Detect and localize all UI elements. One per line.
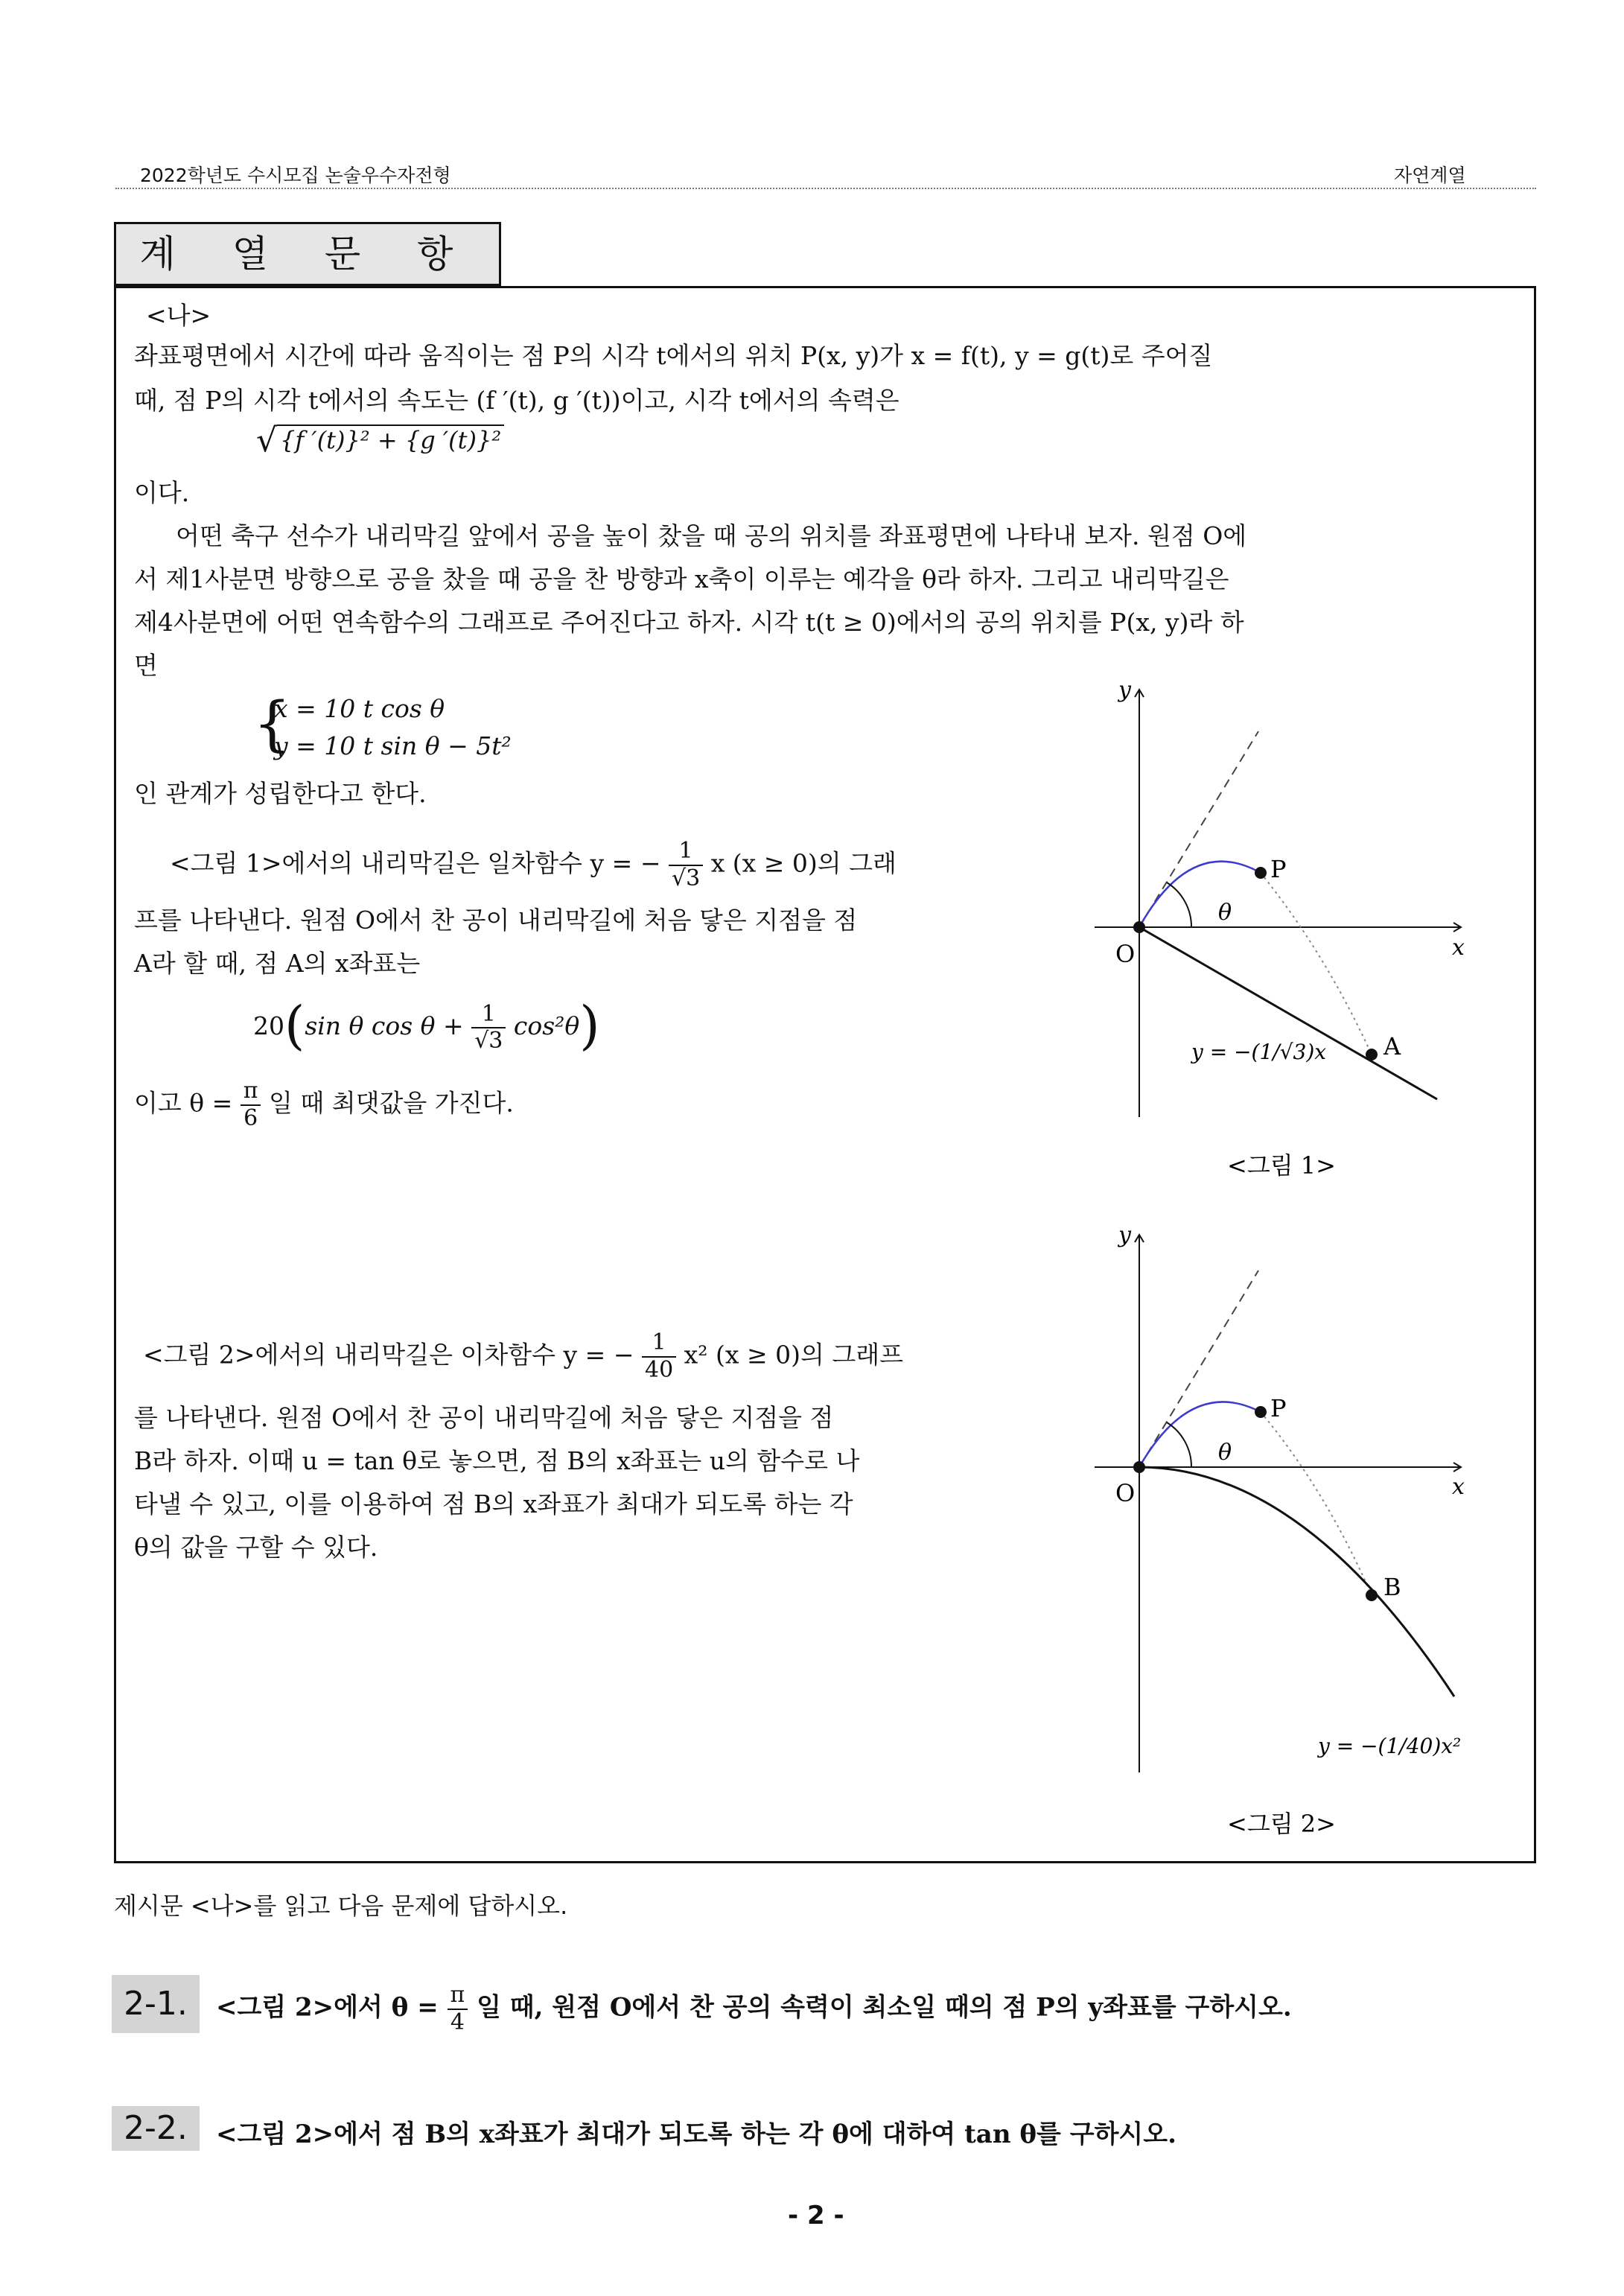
fig1-angle-label: θ	[1218, 900, 1232, 926]
fig1-formula-coef: 20	[253, 1011, 284, 1040]
page-number: - 2 -	[788, 2201, 844, 2230]
fig2-origin-label: O	[1115, 1479, 1136, 1507]
fig1-formula-den: √3	[474, 1028, 503, 1054]
passage-p2-line3: 제4사분면에 어떤 연속함수의 그래프로 주어진다고 하자. 시각 t(t ≥ 0)에서의 공의 위치를 P(x, y)라 하	[134, 608, 1244, 637]
fig1-text-line1-a: <그림 1>에서의 내리막길은 일차함수 y = −	[170, 848, 661, 878]
fig1-formula-b: cos²θ	[513, 1011, 580, 1040]
fig1-x-label: x	[1452, 935, 1465, 961]
passage-p2-line5: 인 관계가 성립한다고 한다.	[134, 779, 427, 808]
equation-y: y = 10 t sin θ − 5t²	[274, 731, 512, 760]
fig2-point-p	[1255, 1406, 1267, 1418]
fig1-kick-direction	[1139, 731, 1258, 927]
fig1-text-line4-b: 일 때 최댓값을 가진다.	[268, 1088, 514, 1118]
fig1-text-line3: A라 할 때, 점 A의 x좌표는	[134, 949, 421, 978]
q1-label: 2-1.	[112, 1975, 200, 2033]
q1-text-b: 일 때, 원점 O에서 찬 공의 속력이 최소일 때의 점 P의 y좌표를 구하시오.	[477, 1992, 1292, 2023]
fig2-text-line2: 를 나타낸다. 원점 O에서 찬 공이 내리막길에 처음 닿은 지점을 점	[134, 1403, 834, 1432]
fig1-caption: <그림 1>	[1227, 1151, 1336, 1180]
q1-text-a: <그림 2>에서 θ =	[216, 1992, 439, 2023]
passage-p1-line2: 때, 점 P의 시각 t에서의 속도는 (f ′(t), g ′(t))이고, 시각 t에서의 속력은	[134, 386, 899, 415]
fig2-origin-point	[1133, 1461, 1145, 1473]
fig2-text-line1	[143, 1330, 903, 1383]
fig2-angle-label: θ	[1218, 1440, 1232, 1466]
fig1-theta-fraction	[241, 1078, 261, 1131]
fig1-text-line1-b: x (x ≥ 0)의 그래	[710, 848, 897, 878]
fig1-formula-num: 1	[471, 1002, 506, 1029]
fig1-text-line1	[170, 839, 897, 891]
passage-p1-line3: 이다.	[134, 478, 190, 507]
fig1-frac-num: 1	[669, 839, 703, 866]
fig2-coef-fraction	[642, 1330, 676, 1383]
fig1-formula-a: sin θ cos θ +	[305, 1011, 464, 1040]
figure-2	[1080, 1214, 1512, 1839]
fig1-angle-arc	[1167, 883, 1191, 927]
q1-den: 4	[450, 2009, 465, 2035]
fig1-p-label: P	[1270, 855, 1287, 883]
q1-text	[216, 1982, 1292, 2035]
fig2-text-line1-b: x² (x ≥ 0)의 그래프	[684, 1340, 903, 1370]
fig2-text-line1-a: <그림 2>에서의 내리막길은 이차함수 y = −	[143, 1340, 634, 1370]
speed-formula-radicand: {f ′(t)}² + {g ′(t)}²	[277, 424, 504, 454]
fig1-trajectory-continuation	[1261, 873, 1372, 1055]
passage-p2-line1: 어떤 축구 선수가 내리막길 앞에서 공을 높이 찼을 때 공의 위치를 좌표평면에 나타내 보자. 원점 O에	[176, 521, 1247, 550]
passage-p2-line2: 서 제1사분면 방향으로 공을 찼을 때 공을 찬 방향과 x축이 이루는 예각을 θ라 하자. 그리고 내리막길은	[134, 565, 1229, 594]
fig1-point-p	[1255, 867, 1267, 879]
fig1-theta-num: π	[241, 1078, 261, 1106]
fig1-formula-fraction	[471, 1002, 506, 1055]
fig2-text-line4: 타낼 수 있고, 이를 이용하여 점 B의 x좌표가 최대가 되도록 하는 각	[134, 1489, 853, 1519]
fig1-text-line4	[134, 1078, 514, 1131]
fig2-parabola	[1139, 1467, 1454, 1696]
fig1-y-label: y	[1118, 677, 1131, 703]
fig2-text-line5: θ의 값을 구할 수 있다.	[134, 1533, 378, 1562]
fig2-y-label: y	[1118, 1222, 1131, 1248]
q2-label: 2-2.	[112, 2106, 200, 2151]
fig1-origin-label: O	[1115, 940, 1136, 968]
fig1-formula: 20(sin θ cos θ + $\frac{1}{√3}$ cos²θ)	[253, 995, 600, 1056]
fig1-slope-line	[1139, 927, 1437, 1099]
fig2-text-line3: B라 하자. 이때 u = tan θ로 놓으면, 점 B의 x좌표는 u의 함수로 나	[134, 1446, 860, 1475]
header-title: 2022학년도 수시모집 논술우수자전형	[140, 165, 451, 186]
passage-p1-line1: 좌표평면에서 시간에 따라 움직이는 점 P의 시각 t에서의 위치 P(x, y)가 x = f(t), y = g(t)로 주어질	[134, 341, 1213, 370]
fig2-caption: <그림 2>	[1227, 1810, 1336, 1838]
fig1-point-a	[1366, 1049, 1378, 1060]
fig2-kick-direction	[1139, 1271, 1258, 1467]
fig2-curve-label: y = −(1/40)x²	[1318, 1734, 1462, 1758]
fig2-frac-den: 40	[644, 1356, 674, 1383]
fig1-line-label: y = −(1/√3)x	[1191, 1040, 1327, 1064]
fig1-slope-fraction	[669, 839, 703, 891]
passage-label: <나>	[146, 301, 211, 330]
figure-1	[1080, 670, 1512, 1192]
instruction: 제시문 <나>를 읽고 다음 문제에 답하시오.	[114, 1892, 568, 1920]
header-divider	[115, 188, 1536, 189]
fig2-point-b	[1366, 1589, 1378, 1601]
fig1-origin-point	[1133, 921, 1145, 933]
q2-text: <그림 2>에서 점 B의 x좌표가 최대가 되도록 하는 각 θ에 대하여 tan θ를 구하시오.	[216, 2119, 1176, 2149]
fig1-theta-den: 6	[243, 1104, 258, 1131]
fig1-a-label: A	[1383, 1032, 1401, 1060]
fig2-trajectory-continuation	[1261, 1412, 1372, 1595]
fig2-x-label: x	[1452, 1474, 1465, 1500]
q1-num: π	[448, 1982, 468, 2010]
passage-p2-line4: 면	[134, 651, 158, 680]
fig1-text-line4-a: 이고 θ =	[134, 1088, 233, 1118]
section-title: 계 열 문 항	[114, 222, 501, 286]
equation-x: x = 10 t cos θ	[274, 694, 445, 723]
header-category: 자연계열	[1394, 165, 1466, 186]
fig2-ball-trajectory	[1139, 1402, 1261, 1467]
equation-brace: {	[253, 689, 291, 758]
fig2-p-label: P	[1270, 1394, 1287, 1422]
q1-theta-fraction	[448, 1982, 468, 2035]
speed-formula: √ {f ′(t)}² + {g ′(t)}²	[256, 422, 504, 459]
fig2-frac-num: 1	[642, 1330, 676, 1358]
fig2-b-label: B	[1383, 1573, 1401, 1601]
fig1-ball-trajectory	[1139, 862, 1261, 927]
fig1-text-line2: 프를 나타낸다. 원점 O에서 찬 공이 내리막길에 처음 닿은 지점을 점	[134, 906, 858, 935]
fig1-frac-den: √3	[671, 865, 701, 891]
fig2-angle-arc	[1167, 1422, 1191, 1467]
